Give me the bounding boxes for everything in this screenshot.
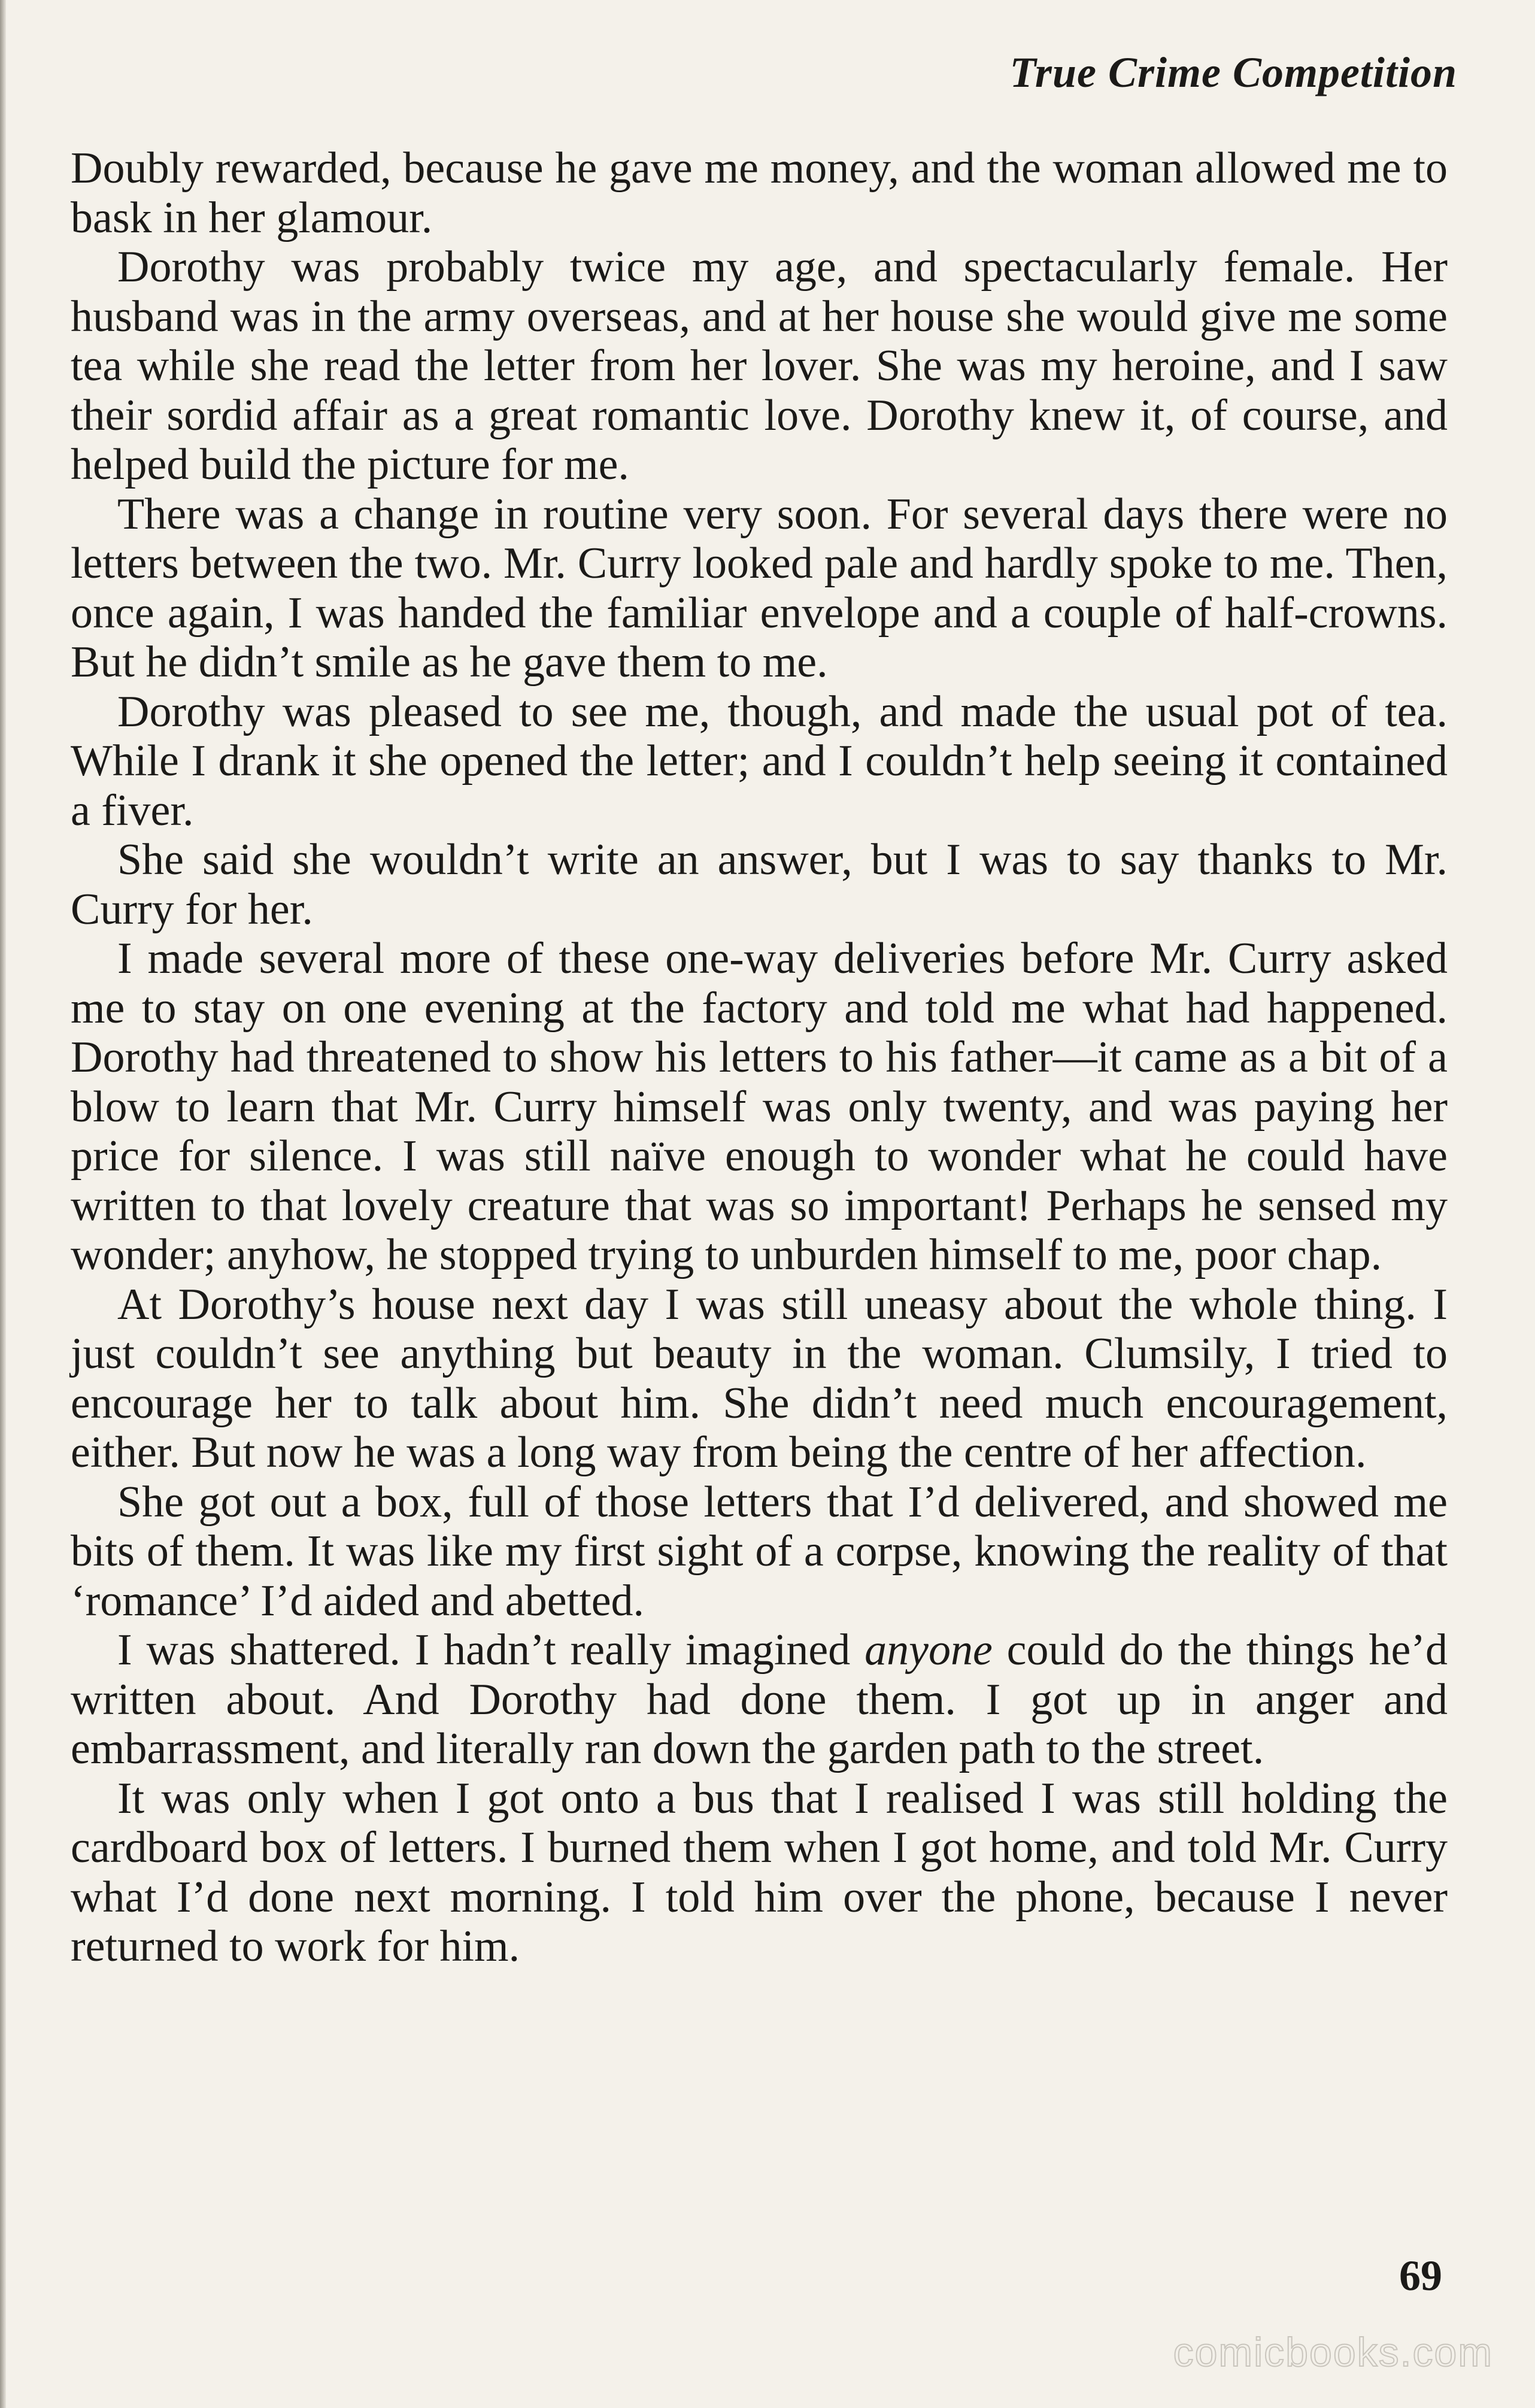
- paragraph: At Dorothy’s house next day I was still uneasy about the whole thing. I just couldn’t see anything but beauty in the woman. Clumsily, I tried to encourage her to talk about him. She didn’t need much encouragement, either. But now he was a long way from being the centre of her affection.: [71, 1279, 1448, 1477]
- paragraph: I made several more of these one-way deliveries before Mr. Curry asked me to stay on one evening at the factory and told me what had happened. Dorothy had threatened to show his letters to his father—it came as a bit of a blow to learn that Mr. Curry himself was only twenty, and was paying her price for silence. I was still naïve enough to wonder what he could have written to that lovely creature that was so important! Perhaps he sensed my wonder; anyhow, he stopped trying to unburden himself to me, poor chap.: [71, 934, 1448, 1279]
- paragraph: Doubly rewarded, because he gave me money, and the woman allowed me to bask in her glamour.: [71, 144, 1448, 242]
- paragraph-text: I was shattered. I hadn’t really imagined: [117, 1625, 865, 1675]
- article-body: [71, 144, 1448, 1972]
- emphasized-word: anyone: [864, 1625, 993, 1675]
- paragraph: She said she wouldn’t write an answer, but I was to say thanks to Mr. Curry for her.: [71, 835, 1448, 934]
- paragraph: There was a change in routine very soon. For several days there were no letters between the two. Mr. Curry looked pale and hardly spoke to me. Then, once again, I was handed the familiar envelope and a couple of half-crowns. But he didn’t smile as he gave them to me.: [71, 489, 1448, 687]
- paragraph: She got out a box, full of those letters that I’d delivered, and showed me bits of them. It was like my first sight of a corpse, knowing the reality of that ‘romance’ I’d aided and abetted.: [71, 1477, 1448, 1625]
- watermark: comicbooks.com: [1173, 2330, 1493, 2375]
- paragraph: Dorothy was pleased to see me, though, and made the usual pot of tea. While I drank it she opened the letter; and I couldn’t help seeing it contained a fiver.: [71, 687, 1448, 835]
- page-number: 69: [1399, 2252, 1442, 2300]
- paragraph-with-emphasis: [71, 1625, 1448, 1774]
- page-spine-shadow: [0, 0, 6, 2408]
- paragraph-text: could do the things he’d written about. And Dorothy had done them. I got up in anger and embarrassment, and literally ran down the garden path to the street.: [71, 1625, 1448, 1773]
- paragraph: It was only when I got onto a bus that I realised I was still holding the cardboard box of letters. I burned them when I got home, and told Mr. Curry what I’d done next morning. I told him over the phone, because I never returned to work for him.: [71, 1773, 1448, 1971]
- running-head: True Crime Competition: [1009, 48, 1457, 96]
- paragraph: Dorothy was probably twice my age, and spectacularly female. Her husband was in the army overseas, and at her house she would give me some tea while she read the letter from her lover. She was my heroine, and I saw their sordid affair as a great romantic love. Dorothy knew it, of course, and helped build the picture for me.: [71, 242, 1448, 489]
